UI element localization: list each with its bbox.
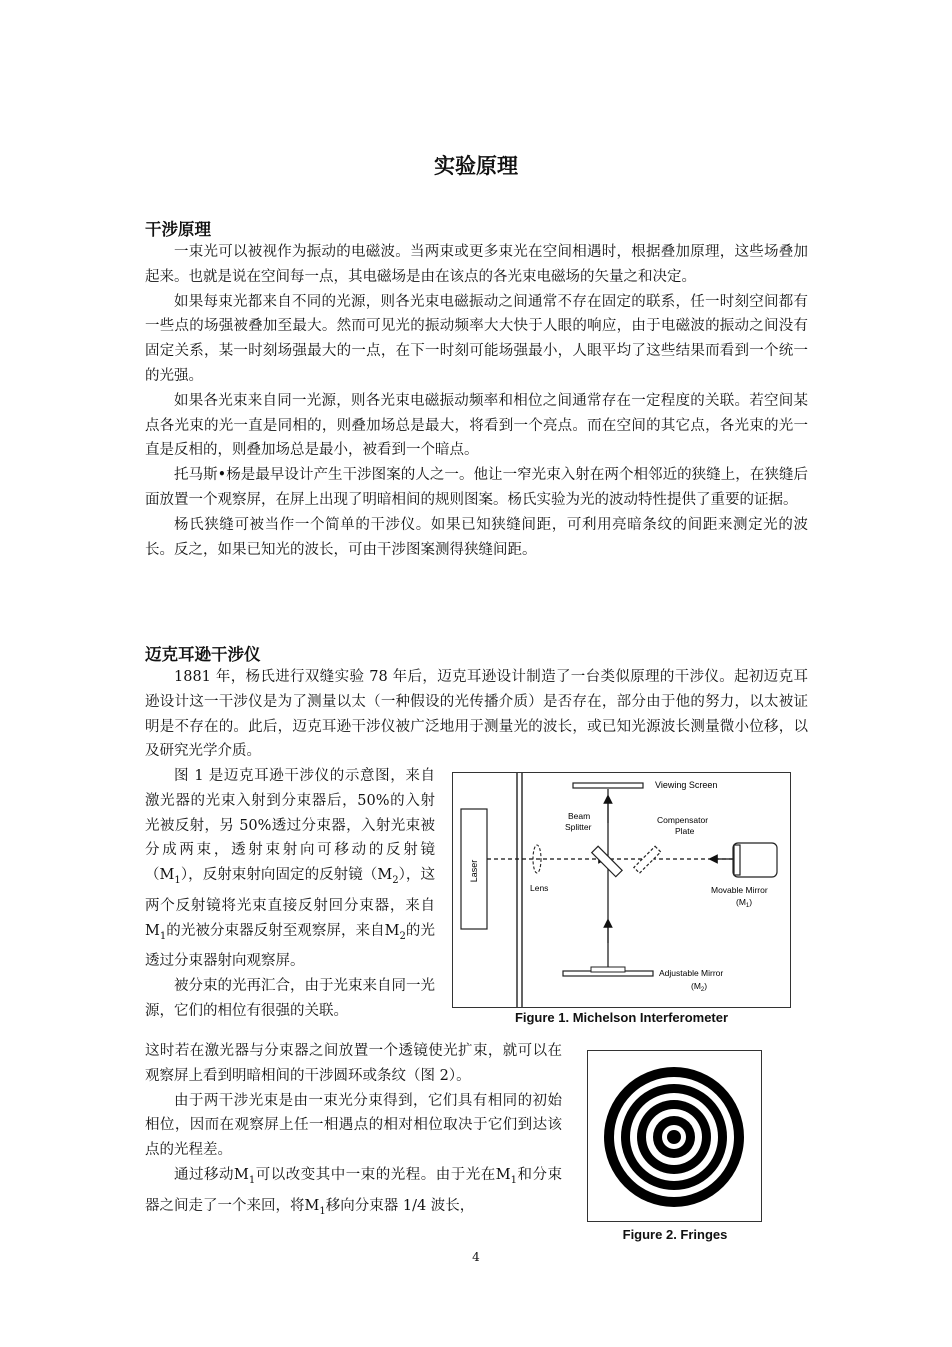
laser-label: Laser bbox=[469, 859, 479, 883]
interferometer-diagram bbox=[453, 773, 790, 1007]
figure2-caption: Figure 2. Fringes bbox=[622, 1227, 728, 1242]
paragraph: 如果各光束来自同一光源，则各光束电磁振动频率和相位之间通常存在一定程度的关联。若空间某点各光束的光一直是同相的，则叠加场总是最大，将看到一个亮点。而在空间的其它点，各光束的光一直是反相的，则叠加场总是最小，被看到一个暗点。 bbox=[145, 392, 808, 459]
movable-mirror-label: Movable Mirror bbox=[711, 885, 768, 895]
michelson-text-left bbox=[145, 764, 435, 1024]
figure-michelson-interferometer bbox=[452, 772, 791, 1008]
figure-fringes bbox=[587, 1050, 762, 1222]
m1-label: $(M_1)$ bbox=[736, 897, 753, 909]
paragraph: 如果每束光都来自不同的光源，则各光束电磁振动之间通常不存在固定的联系，任一时刻空间都有一些点的场强被叠加至最大。然而可见光的振动频率大大快于人眼的响应，由于电磁波的振动之间没有固定关系，某一时刻场强最大的一点，在下一时刻可能场强最小，人眼平均了这些结果而看到一个统一的光强。 bbox=[145, 293, 808, 384]
compensator-plate bbox=[634, 846, 661, 873]
paragraph: 被分束的光再汇合，由于光束来自同一光源，它们的相位有很强的关联。 bbox=[145, 978, 435, 1019]
paragraph: 一束光可以被视作为振动的电磁波。当两束或更多束光在空间相遇时，根据叠加原理，这些场叠加起来。也就是说在空间每一点，其电磁场是由在该点的各光束电磁场的矢量之和决定。 bbox=[145, 244, 808, 285]
beam-splitter bbox=[592, 846, 622, 876]
paragraph: 这时若在激光器与分束器之间放置一个透镜使光扩束，就可以在观察屏上看到明暗相间的干涉圆环或条纹（图 2）。 bbox=[145, 1043, 562, 1084]
section-heading-michelson: 迈克耳逊干涉仪 bbox=[145, 645, 261, 664]
m2-label: $(M_2)$ bbox=[691, 981, 708, 993]
michelson-intro bbox=[145, 665, 808, 764]
plate-label: Plate bbox=[675, 826, 695, 836]
compensator-label: Compensator bbox=[657, 815, 709, 825]
page-title: 实验原理 bbox=[434, 154, 518, 178]
adjustable-mirror-label: Adjustable Mirror bbox=[659, 968, 724, 978]
paragraph: 图 1 是迈克耳逊干涉仪的示意图，来自激光器的光束入射到分束器后，50%的入射光被反射，另 50%透过分束器，入射光束被分成两束，透射束射向可移动的反射镜$(M_1)$，反射束射向固定的反射镜$(M_2)$，这两个反射镜将光束直接反射回分束器，来自$M_1$的光被分束器反射至观察屏，来自$M_2$的光透过分束器射向观察屏。 bbox=[145, 768, 435, 970]
beam-label: Beam bbox=[568, 811, 591, 821]
paragraph: 1881 年，杨氏进行双缝实验 78 年后，迈克耳逊设计制造了一台类似原理的干涉仪。起初迈克耳逊设计这一干涉仪是为了测量以太（一种假设的光传播介质）是否存在，部分由于他的努力，以太被证明是不存在的。此后，迈克耳逊干涉仪被广泛地用于测量光的波长，或已知光源波长测量微小位移，以及研究光学介质。 bbox=[145, 669, 808, 760]
section-heading-interference: 干涉原理 bbox=[145, 220, 211, 239]
viewing-screen bbox=[573, 783, 643, 788]
section-interference-body bbox=[145, 240, 808, 562]
paragraph: 托马斯•杨是最早设计产生干涉图案的人之一。他让一窄光束入射在两个相邻近的狭缝上，在狭缝后面放置一个观察屏，在屏上出现了明暗相间的规则图案。杨氏实验为光的波动特性提供了重要的证据。 bbox=[145, 467, 808, 508]
paragraph: 杨氏狭缝可被当作一个简单的干涉仪。如果已知狭缝间距，可利用亮暗条纹的间距来测定光的波长。反之，如果已知光的波长，可由干涉图案测得狭缝间距。 bbox=[145, 516, 808, 558]
lens-label: Lens bbox=[530, 883, 549, 893]
movable-mirror bbox=[734, 845, 740, 875]
fringes-diagram bbox=[588, 1051, 761, 1221]
fringe-center bbox=[667, 1130, 681, 1144]
viewing-screen-label: Viewing Screen bbox=[655, 780, 718, 790]
paragraph: 由于两干涉光束是由一束光分束得到，它们具有相同的初始相位，因而在观察屏上任一相遇点的相对相位取决于它们到达该点的光程差。 bbox=[145, 1092, 562, 1159]
michelson-text-lower bbox=[145, 1039, 562, 1224]
page-number: 4 bbox=[472, 1250, 480, 1264]
figure1-caption: Figure 1. Michelson Interferometer bbox=[514, 1010, 729, 1025]
splitter-label: Splitter bbox=[565, 822, 592, 832]
paragraph: 通过移动$M_1$可以改变其中一束的光程。由于光在$M_1$和分束器之间走了一个来回，将$M_1$移向分束器 1/4 波长， bbox=[145, 1166, 562, 1217]
